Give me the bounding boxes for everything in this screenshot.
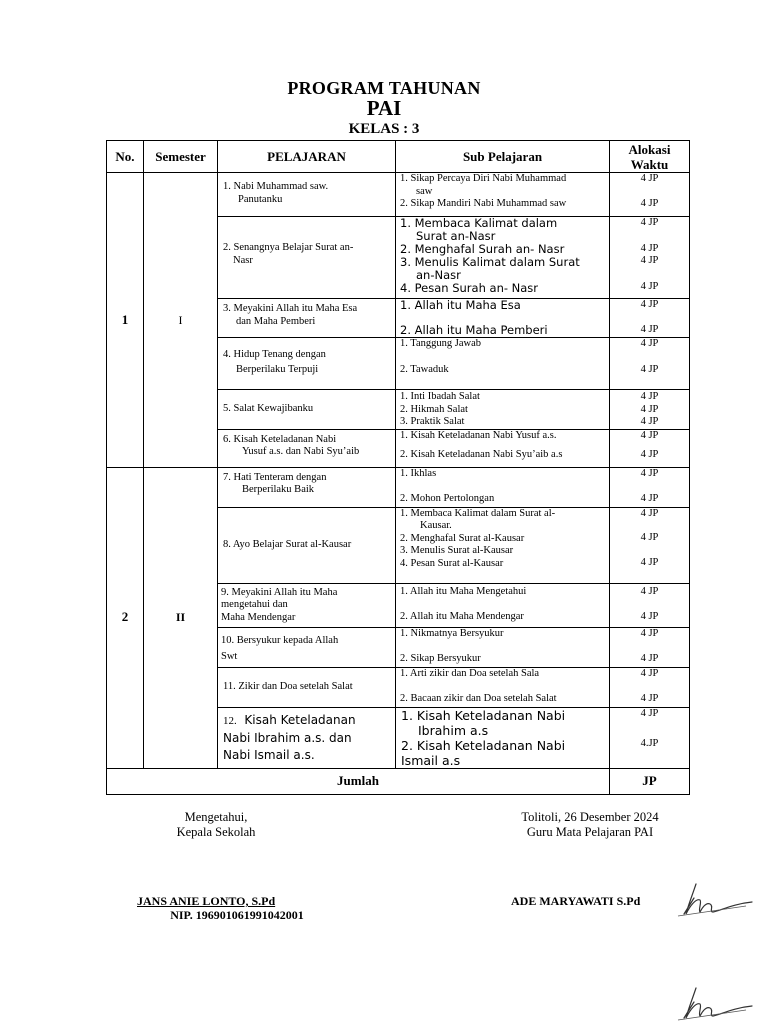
sub-lesson-text: 1. Membaca Kalimat dalam xyxy=(400,216,558,230)
lesson-text: Nabi Ismail a.s. xyxy=(223,747,315,762)
time-allocation: 4 JP xyxy=(640,338,659,349)
total-value: JP xyxy=(610,768,690,794)
lesson-text: 1. Nabi Muhammad saw. xyxy=(223,181,329,192)
time-allocation: 4 JP xyxy=(640,467,659,479)
principal-name: JANS ANIE LONTO, S.Pd xyxy=(137,894,276,908)
sub-lesson-text: 4. Pesan Surat al-Kausar xyxy=(400,557,504,569)
sub-lesson-cell xyxy=(396,507,610,583)
lesson-text: Panutanku xyxy=(238,193,283,205)
sub-lesson-text: 2. Hikmah Salat xyxy=(400,403,468,415)
col-header-semester: Semester xyxy=(144,141,218,173)
table-row xyxy=(107,173,690,217)
place-date: Tolitoli, 26 Desember 2024 xyxy=(521,810,659,824)
sub-lesson-cell xyxy=(396,338,610,390)
time-allocation: 4 JP xyxy=(640,693,659,704)
semester-number: 1 xyxy=(107,173,144,468)
time-allocation-cell xyxy=(610,707,690,768)
time-allocation-cell xyxy=(610,390,690,430)
lesson-text: Yusuf a.s. dan Nabi Syu’aib xyxy=(242,446,360,457)
acknowledgement-text: Mengetahui, xyxy=(184,810,248,824)
time-allocation: 4 JP xyxy=(640,449,659,460)
sub-lesson-cell xyxy=(396,583,610,627)
signature-image xyxy=(676,876,760,920)
lesson-cell xyxy=(218,217,396,299)
lesson-text: Nabi Ibrahim a.s. dan xyxy=(223,730,352,745)
sub-lesson-cell xyxy=(396,667,610,707)
sub-lesson-text: 4. Pesan Surah an- Nasr xyxy=(400,281,539,295)
time-allocation: 4 JP xyxy=(640,299,659,310)
sub-lesson-text: 2. Bacaan zikir dan Doa setelah Salat xyxy=(400,693,557,704)
time-allocation: 4 JP xyxy=(640,667,659,679)
sub-lesson-cell xyxy=(396,627,610,667)
sub-lesson-text: 2. Mohon Pertolongan xyxy=(400,493,495,504)
time-allocation-cell xyxy=(610,467,690,507)
lesson-cell xyxy=(218,390,396,430)
principal-title: Kepala Sekolah xyxy=(176,825,256,839)
semester-number: 2 xyxy=(107,467,144,768)
col-header-no: No. xyxy=(107,141,144,173)
sub-lesson-cell xyxy=(396,299,610,338)
sub-lesson-text: Kausar. xyxy=(420,520,452,531)
time-allocation-cell xyxy=(610,507,690,583)
lesson-text: Swt xyxy=(221,650,238,662)
time-allocation: 4 JP xyxy=(640,707,659,719)
sub-lesson-text: 2. Menghafal Surat al-Kausar xyxy=(400,532,525,544)
sub-lesson-cell xyxy=(396,467,610,507)
time-allocation-cell xyxy=(610,583,690,627)
time-allocation: 4 JP xyxy=(640,585,659,597)
sub-lesson-text: 2. Allah itu Maha Mendengar xyxy=(400,611,524,622)
sub-lesson-text: 1. Membaca Kalimat dalam Surat al- xyxy=(400,507,556,519)
lesson-text: Kisah Keteladanan xyxy=(244,712,356,727)
sub-lesson-text: 2. Sikap Mandiri Nabi Muhammad saw xyxy=(400,198,567,209)
lesson-text: Berperilaku Terpuji xyxy=(236,364,319,375)
time-allocation: 4 JP xyxy=(640,611,659,622)
time-allocation: 4.JP xyxy=(640,738,659,749)
table-header-row xyxy=(107,141,690,173)
lesson-text: 2. Senangnya Belajar Surat an- xyxy=(223,242,354,253)
principal-nip: NIP. 196901061991042001 xyxy=(170,908,304,922)
lesson-text: dan Maha Pemberi xyxy=(236,315,316,327)
time-allocation: 4 JP xyxy=(640,556,659,568)
lesson-cell xyxy=(218,338,396,390)
time-allocation: 4 JP xyxy=(640,627,659,639)
lesson-text: Nasr xyxy=(233,254,253,266)
sub-lesson-text: 2. Allah itu Maha Pemberi xyxy=(400,323,548,337)
time-allocation-cell xyxy=(610,627,690,667)
total-label: Jumlah xyxy=(107,768,610,794)
sub-lesson-text: Surat an-Nasr xyxy=(416,229,496,243)
lesson-cell xyxy=(218,627,396,667)
time-allocation: 4 JP xyxy=(640,197,659,209)
sub-lesson-text: 2. Kisah Keteladanan Nabi xyxy=(401,737,566,753)
sub-lesson-text: 2. Sikap Bersyukur xyxy=(400,653,481,664)
sub-lesson-text: 1. Nikmatnya Bersyukur xyxy=(400,627,504,639)
semester-label: II xyxy=(144,467,218,768)
lesson-text: 8. Ayo Belajar Surat al-Kausar xyxy=(223,538,352,550)
signature-image xyxy=(676,980,760,1024)
lesson-text: Maha Mendengar xyxy=(221,611,296,623)
sub-lesson-text: 1. Sikap Percaya Diri Nabi Muhammad xyxy=(400,173,567,184)
semester-label: I xyxy=(144,173,218,468)
time-allocation: 4 JP xyxy=(640,416,659,427)
sub-lesson-text: 2. Menghafal Surah an- Nasr xyxy=(400,242,565,256)
sub-lesson-text: 1. Kisah Keteladanan Nabi xyxy=(401,707,566,723)
sub-lesson-text: 1. Ikhlas xyxy=(400,467,437,479)
lesson-text: mengetahui dan xyxy=(221,599,288,610)
time-allocation: 4 JP xyxy=(640,493,659,504)
lesson-text: 11. Zikir dan Doa setelah Salat xyxy=(223,680,353,692)
time-allocation: 4 JP xyxy=(640,429,659,441)
sub-lesson-text: 1. Tanggung Jawab xyxy=(400,338,482,349)
sub-lesson-text: Ibrahim a.s xyxy=(418,722,489,738)
sub-lesson-text: 3. Menulis Surat al-Kausar xyxy=(400,545,514,556)
teacher-name: ADE MARYAWATI S.Pd xyxy=(511,894,641,908)
time-allocation: 4 JP xyxy=(640,323,659,335)
sub-lesson-text: saw xyxy=(416,185,433,197)
sub-lesson-cell xyxy=(396,173,610,217)
lesson-text: 6. Kisah Keteladanan Nabi xyxy=(223,433,337,445)
acknowledgement-block xyxy=(150,810,282,840)
sub-lesson-text: 3. Menulis Kalimat dalam Surat xyxy=(400,255,580,269)
table-row xyxy=(107,467,690,507)
lesson-number: 12. xyxy=(223,714,237,727)
sub-lesson-text: 2. Kisah Keteladanan Nabi Syu’aib a.s xyxy=(400,449,563,460)
lesson-text: 7. Hati Tenteram dengan xyxy=(223,471,327,483)
sub-lesson-text: 1. Allah itu Maha Esa xyxy=(400,298,521,312)
sub-lesson-cell xyxy=(396,217,610,299)
time-allocation: 4 JP xyxy=(640,173,659,184)
subject-title: PAI xyxy=(366,96,402,120)
sub-lesson-text: 1. Inti Ibadah Salat xyxy=(400,391,480,402)
sub-lesson-cell xyxy=(396,707,610,768)
lesson-cell xyxy=(218,173,396,217)
class-label: KELAS : 3 xyxy=(348,121,420,137)
lesson-cell xyxy=(218,707,396,768)
time-allocation-cell xyxy=(610,338,690,390)
time-allocation: 4 JP xyxy=(640,217,659,228)
sub-lesson-text: an-Nasr xyxy=(416,268,461,282)
time-allocation-cell xyxy=(610,299,690,338)
sub-lesson-text: 1. Kisah Keteladanan Nabi Yusuf a.s. xyxy=(400,429,557,441)
col-header-alokasi: Alokasi Waktu xyxy=(610,141,690,173)
lesson-cell xyxy=(218,667,396,707)
sub-lesson-text: 1. Allah itu Maha Mengetahui xyxy=(400,585,527,597)
teacher-title: Guru Mata Pelajaran PAI xyxy=(526,825,654,839)
time-allocation: 4 JP xyxy=(640,403,659,415)
lesson-cell xyxy=(218,467,396,507)
time-allocation: 4 JP xyxy=(640,363,659,375)
lesson-cell xyxy=(218,583,396,627)
sub-lesson-cell xyxy=(396,390,610,430)
lesson-text: Berperilaku Baik xyxy=(242,484,315,495)
lesson-text: 10. Bersyukur kepada Allah xyxy=(221,634,339,646)
sub-lesson-text: 2. Tawaduk xyxy=(400,363,449,375)
time-allocation: 4 JP xyxy=(640,391,659,402)
lesson-text: 3. Meyakini Allah itu Maha Esa xyxy=(223,303,358,314)
place-date-block xyxy=(498,810,682,840)
document-title: PROGRAM TAHUNAN xyxy=(287,78,481,98)
lesson-text: 9. Meyakini Allah itu Maha xyxy=(221,586,338,598)
sub-lesson-text: 3. Praktik Salat xyxy=(400,416,465,427)
time-allocation: 4 JP xyxy=(640,255,659,266)
lesson-cell xyxy=(218,429,396,467)
time-allocation-cell xyxy=(610,429,690,467)
col-header-pelajaran: PELAJARAN xyxy=(218,141,396,173)
sub-lesson-cell xyxy=(396,429,610,467)
time-allocation: 4 JP xyxy=(640,280,659,292)
time-allocation-cell xyxy=(610,217,690,299)
sub-lesson-text: Ismail a.s xyxy=(401,752,461,768)
time-allocation-cell xyxy=(610,173,690,217)
time-allocation: 4 JP xyxy=(640,242,659,254)
lesson-cell xyxy=(218,299,396,338)
lesson-text: 4. Hidup Tenang dengan xyxy=(223,349,326,360)
sub-lesson-text: 1. Arti zikir dan Doa setelah Sala xyxy=(400,667,540,679)
lesson-cell xyxy=(218,507,396,583)
time-allocation: 4 JP xyxy=(640,653,659,664)
total-row xyxy=(107,768,690,794)
lesson-text: 5. Salat Kewajibanku xyxy=(223,403,314,414)
program-table xyxy=(106,140,690,795)
time-allocation: 4 JP xyxy=(640,532,659,543)
time-allocation: 4 JP xyxy=(640,507,659,519)
col-header-sub-pelajaran: Sub Pelajaran xyxy=(396,141,610,173)
time-allocation-cell xyxy=(610,667,690,707)
